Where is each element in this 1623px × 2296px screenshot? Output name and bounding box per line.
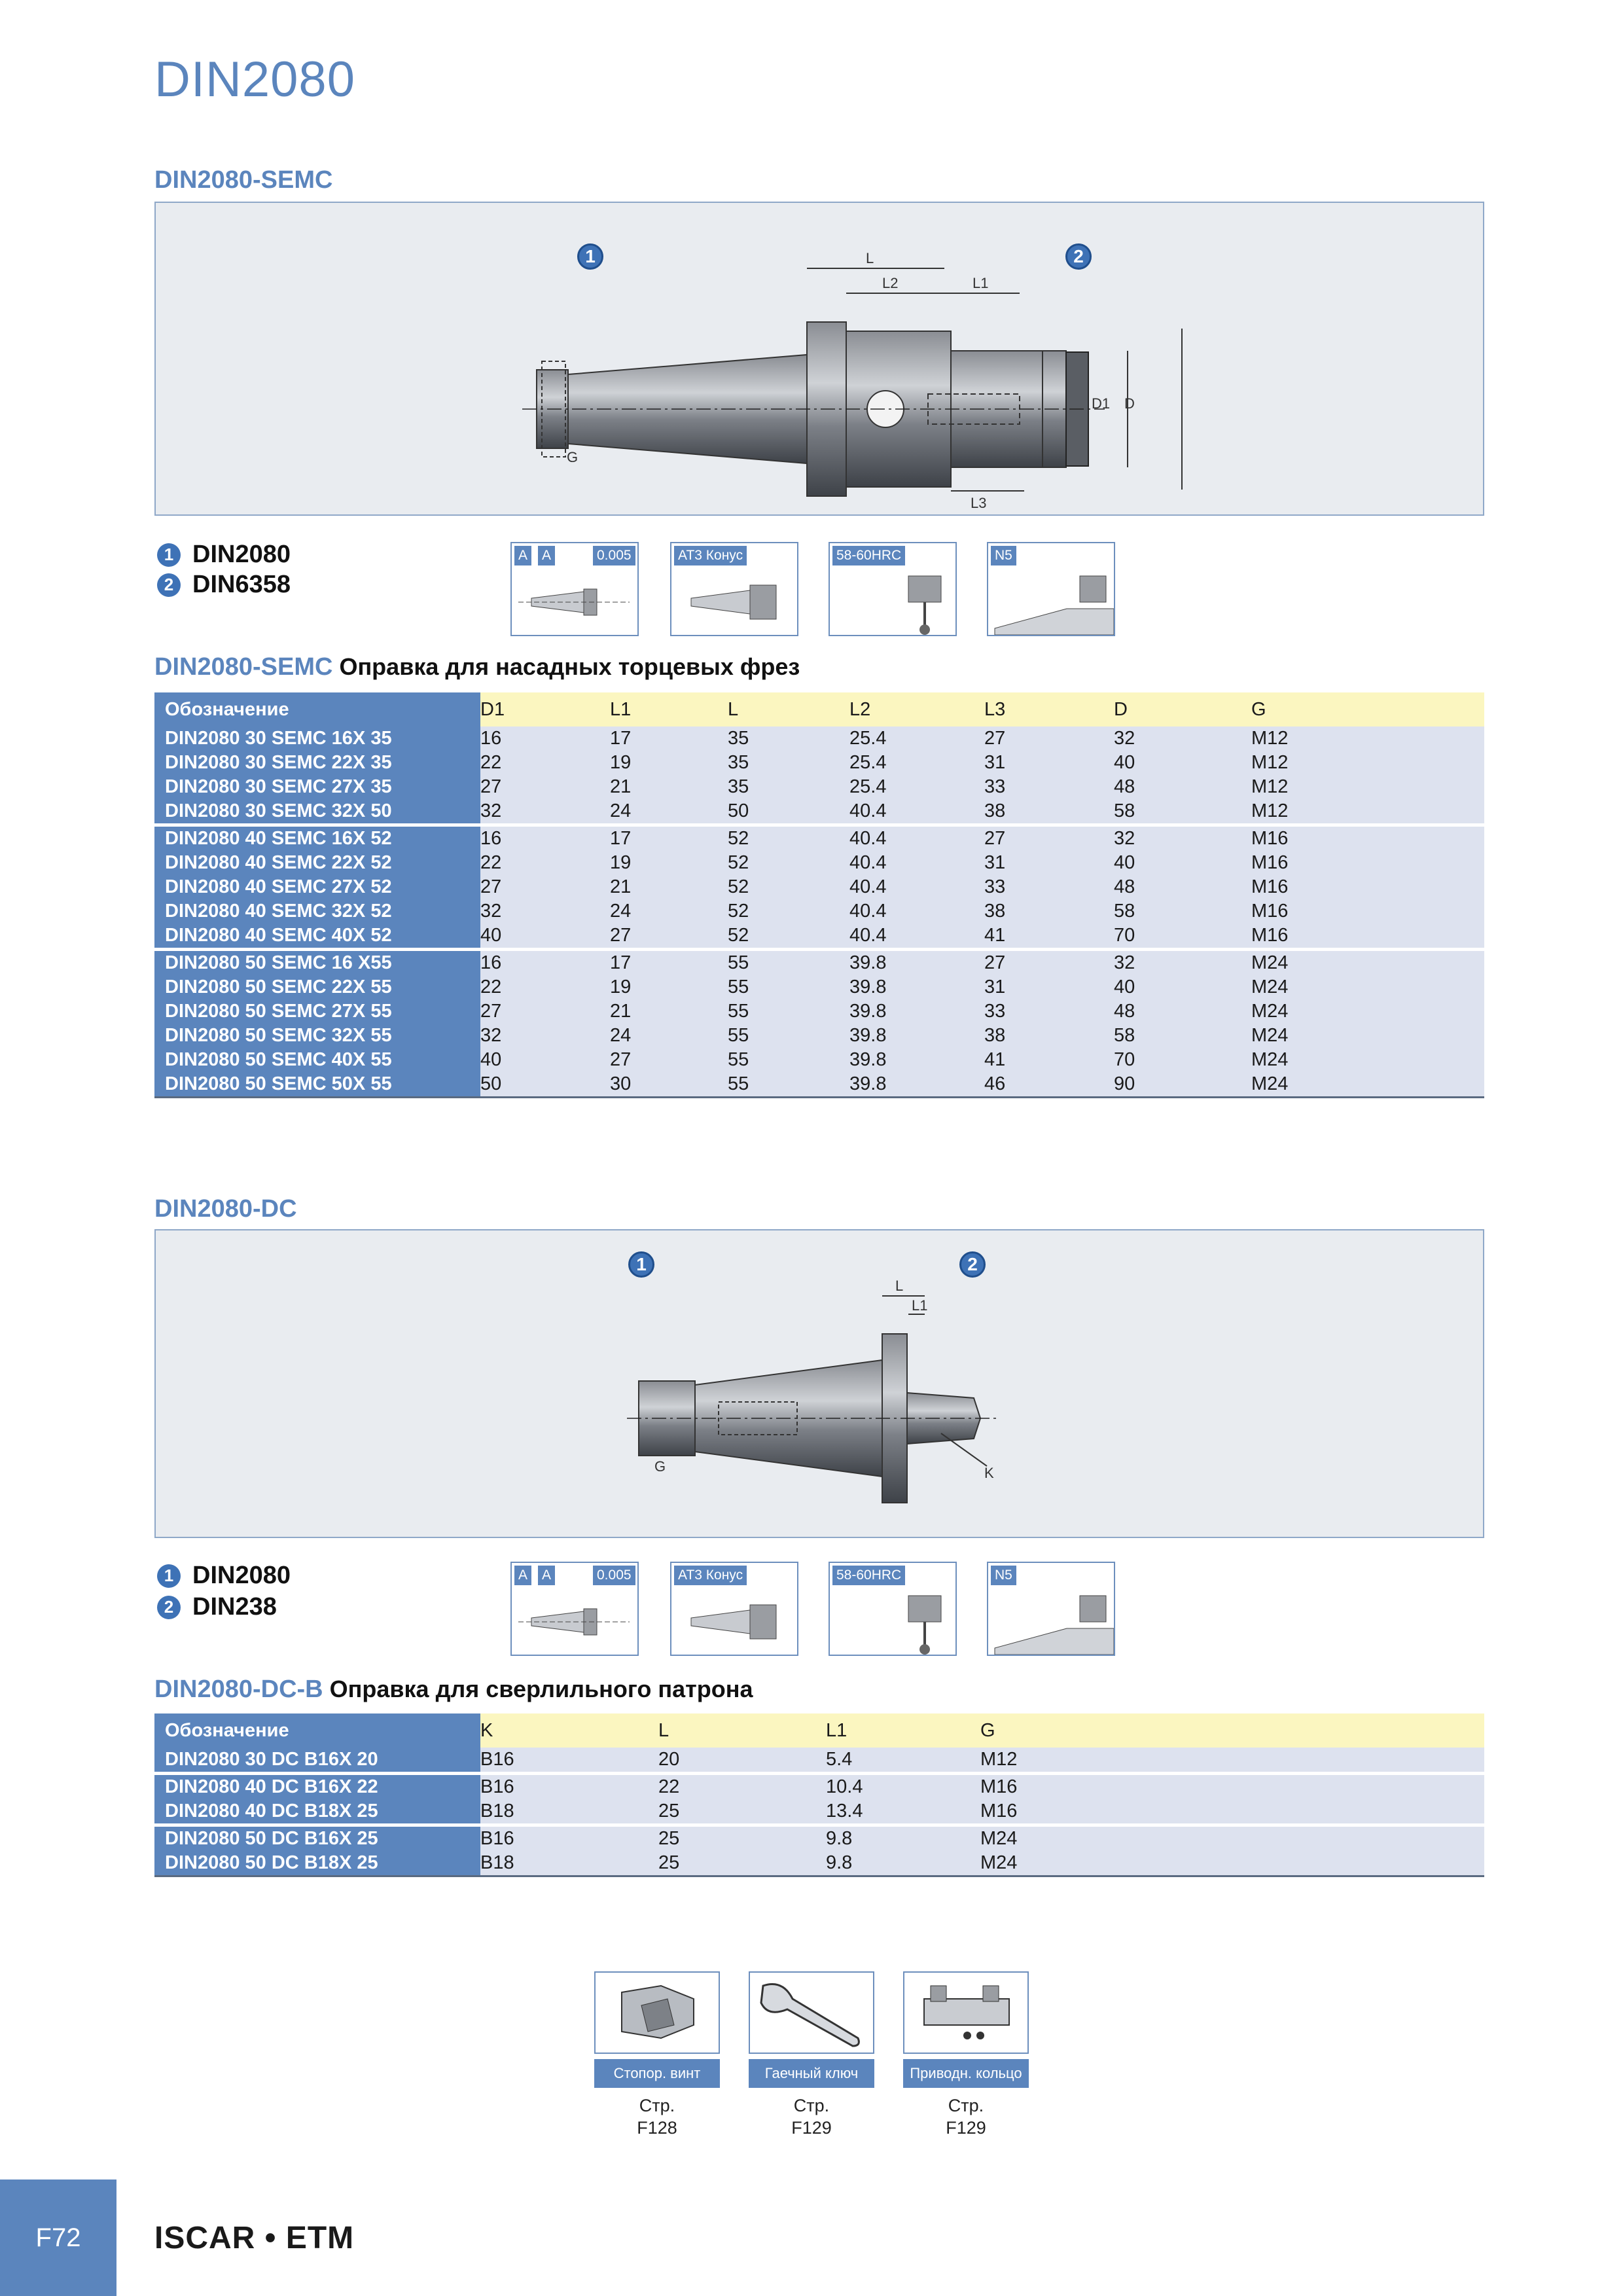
value-cell: 40.4 [849, 875, 984, 899]
value-cell: 22 [480, 751, 610, 775]
table-row [154, 1799, 1484, 1825]
value-cell: 25.4 [849, 751, 984, 775]
value-cell: 32 [480, 799, 610, 825]
value-cell: 40 [480, 1048, 610, 1072]
value-cell: M24 [1251, 950, 1484, 976]
value-cell: 19 [610, 851, 728, 875]
column-header: L3 [984, 692, 1114, 726]
dim-d: D [1124, 395, 1135, 412]
designation-cell: DIN2080 30 DC B16X 20 [154, 1748, 480, 1774]
value-cell: 55 [728, 999, 849, 1024]
value-cell: 32 [1114, 825, 1251, 852]
dc-dim-k: K [984, 1465, 994, 1481]
table-row [154, 924, 1484, 950]
value-cell: 39.8 [849, 999, 984, 1024]
value-cell: 21 [610, 775, 728, 799]
value-cell: 24 [610, 899, 728, 924]
value-cell: M16 [1251, 875, 1484, 899]
value-cell: M16 [980, 1774, 1484, 1800]
value-cell: 50 [728, 799, 849, 825]
value-cell: 32 [1114, 950, 1251, 976]
drawing-dc [154, 1229, 1484, 1538]
value-cell: 40 [1114, 851, 1251, 875]
value-cell: 21 [610, 999, 728, 1024]
value-cell: 40.4 [849, 825, 984, 852]
table-row [154, 799, 1484, 825]
table-row [154, 1825, 1484, 1852]
table-row [154, 875, 1484, 899]
page-number: F72 [0, 2179, 116, 2296]
value-cell: 40 [1114, 751, 1251, 775]
value-cell: 5.4 [826, 1748, 980, 1774]
value-cell: 31 [984, 975, 1114, 999]
dc-dim-l: L [895, 1278, 904, 1294]
value-cell: 40 [1114, 975, 1251, 999]
value-cell: 48 [1114, 999, 1251, 1024]
table-row [154, 851, 1484, 875]
value-cell: 27 [984, 726, 1114, 751]
table-row [154, 1774, 1484, 1800]
value-cell: M16 [1251, 825, 1484, 852]
column-header: G [1251, 692, 1484, 726]
column-header: K [480, 1713, 658, 1748]
column-header: G [980, 1713, 1484, 1748]
value-cell: 33 [984, 999, 1114, 1024]
value-cell: 52 [728, 899, 849, 924]
value-cell: M12 [980, 1748, 1484, 1774]
value-cell: M24 [1251, 975, 1484, 999]
designation-cell: DIN2080 40 SEMC 27X 52 [154, 875, 480, 899]
designation-cell: DIN2080 40 SEMC 16X 52 [154, 825, 480, 852]
value-cell: 32 [480, 899, 610, 924]
table-row [154, 751, 1484, 775]
value-cell: 21 [610, 875, 728, 899]
dim-d1: D1 [1092, 395, 1111, 412]
value-cell: 52 [728, 924, 849, 950]
table-row [154, 1851, 1484, 1876]
table-row [154, 726, 1484, 751]
drawing-semc [154, 202, 1484, 516]
designation-cell: DIN2080 40 SEMC 40X 52 [154, 924, 480, 950]
value-cell: 22 [480, 975, 610, 999]
value-cell: 52 [728, 851, 849, 875]
value-cell: 58 [1114, 799, 1251, 825]
marker-1-dc: 1 [628, 1251, 654, 1278]
table-subtitle-semc: DIN2080-SEMC Оправка для насадных торцевых фрез [154, 653, 800, 681]
wrench-icon [749, 1971, 874, 2054]
section-title-semc: DIN2080-SEMC [154, 166, 333, 194]
legend-item-2-dc: 2 DIN238 [157, 1593, 277, 1621]
value-cell: 70 [1114, 1048, 1251, 1072]
table-row [154, 1072, 1484, 1098]
column-header: L [658, 1713, 826, 1748]
value-cell: B18 [480, 1851, 658, 1876]
dc-holder-diagram [156, 1230, 1483, 1537]
dim-l1: L1 [972, 275, 989, 291]
value-cell: B16 [480, 1748, 658, 1774]
value-cell: 39.8 [849, 1072, 984, 1098]
dc-dim-g: G [654, 1458, 666, 1475]
value-cell: 27 [480, 775, 610, 799]
designation-cell: DIN2080 30 SEMC 16X 35 [154, 726, 480, 751]
column-header: D1 [480, 692, 610, 726]
semc-spec-table [154, 692, 1484, 1098]
dc-dim-l1: L1 [912, 1297, 928, 1314]
value-cell: 9.8 [826, 1851, 980, 1876]
value-cell: 40 [480, 924, 610, 950]
table-row [154, 1748, 1484, 1774]
value-cell: 41 [984, 924, 1114, 950]
value-cell: 40.4 [849, 899, 984, 924]
value-cell: 31 [984, 751, 1114, 775]
value-cell: 19 [610, 751, 728, 775]
dim-l2: L2 [882, 275, 899, 291]
value-cell: 55 [728, 1048, 849, 1072]
value-cell: 13.4 [826, 1799, 980, 1825]
value-cell: M16 [1251, 924, 1484, 950]
value-cell: 22 [658, 1774, 826, 1800]
designation-cell: DIN2080 30 SEMC 32X 50 [154, 799, 480, 825]
value-cell: B16 [480, 1774, 658, 1800]
value-cell: 35 [728, 751, 849, 775]
drive-ring-icon [903, 1971, 1029, 2054]
table-row [154, 975, 1484, 999]
value-cell: 48 [1114, 775, 1251, 799]
page-title: DIN2080 [154, 52, 355, 107]
designation-cell: DIN2080 50 SEMC 50X 55 [154, 1072, 480, 1098]
marker-2: 2 [1065, 243, 1092, 270]
value-cell: 55 [728, 1024, 849, 1048]
legend-item-1-dc: 1 DIN2080 [157, 1562, 291, 1590]
accessory-stop-screw[interactable]: Стопор. винт Стр. F128 [594, 1971, 720, 2139]
value-cell: 16 [480, 825, 610, 852]
table-row [154, 825, 1484, 852]
value-cell: 22 [480, 851, 610, 875]
column-header: L2 [849, 692, 984, 726]
value-cell: M24 [980, 1825, 1484, 1852]
value-cell: 55 [728, 1072, 849, 1098]
value-cell: 25 [658, 1799, 826, 1825]
accessory-wrench[interactable]: Гаечный ключ Стр. F129 [749, 1971, 874, 2139]
value-cell: 58 [1114, 899, 1251, 924]
value-cell: 25.4 [849, 726, 984, 751]
value-cell: M12 [1251, 775, 1484, 799]
dim-l: L [866, 250, 874, 266]
table-row [154, 999, 1484, 1024]
value-cell: M24 [1251, 1048, 1484, 1072]
dim-g: G [567, 449, 579, 465]
designation-cell: DIN2080 50 SEMC 27X 55 [154, 999, 480, 1024]
designation-cell: DIN2080 40 SEMC 22X 52 [154, 851, 480, 875]
value-cell: 24 [610, 799, 728, 825]
column-header: D [1114, 692, 1251, 726]
value-cell: 32 [1114, 726, 1251, 751]
value-cell: 52 [728, 875, 849, 899]
table-row [154, 775, 1484, 799]
value-cell: 27 [984, 825, 1114, 852]
value-cell: 25.4 [849, 775, 984, 799]
value-cell: 55 [728, 975, 849, 999]
value-cell: 40.4 [849, 851, 984, 875]
table-row [154, 950, 1484, 976]
value-cell: 39.8 [849, 950, 984, 976]
value-cell: B18 [480, 1799, 658, 1825]
value-cell: 55 [728, 950, 849, 976]
surface-finish-icon: N5 [987, 542, 1115, 636]
value-cell: 25 [658, 1851, 826, 1876]
value-cell: 38 [984, 899, 1114, 924]
section-title-dc: DIN2080-DC [154, 1195, 297, 1223]
value-cell: M24 [1251, 999, 1484, 1024]
value-cell: 33 [984, 875, 1114, 899]
marker-2-dc: 2 [959, 1251, 986, 1278]
value-cell: 16 [480, 950, 610, 976]
designation-cell: DIN2080 50 SEMC 22X 55 [154, 975, 480, 999]
value-cell: M24 [1251, 1024, 1484, 1048]
legend-item-1: 1 DIN2080 [157, 541, 291, 569]
runout-icon-dc: A A 0.005 [510, 1562, 639, 1656]
value-cell: 35 [728, 726, 849, 751]
value-cell: M24 [980, 1851, 1484, 1876]
value-cell: 9.8 [826, 1825, 980, 1852]
value-cell: M12 [1251, 726, 1484, 751]
value-cell: 10.4 [826, 1774, 980, 1800]
designation-cell: DIN2080 40 DC B18X 25 [154, 1799, 480, 1825]
value-cell: 39.8 [849, 975, 984, 999]
column-header: L [728, 692, 849, 726]
value-cell: 58 [1114, 1024, 1251, 1048]
value-cell: 52 [728, 825, 849, 852]
value-cell: M12 [1251, 799, 1484, 825]
value-cell: M16 [980, 1799, 1484, 1825]
designation-cell: DIN2080 40 SEMC 32X 52 [154, 899, 480, 924]
value-cell: 70 [1114, 924, 1251, 950]
designation-cell: DIN2080 50 SEMC 40X 55 [154, 1048, 480, 1072]
value-cell: 27 [480, 875, 610, 899]
table-subtitle-dc: DIN2080-DC-B Оправка для сверлильного патрона [154, 1676, 753, 1703]
value-cell: 31 [984, 851, 1114, 875]
runout-icon: A A 0.005 [510, 542, 639, 636]
value-cell: 27 [610, 1048, 728, 1072]
value-cell: 17 [610, 950, 728, 976]
value-cell: 17 [610, 825, 728, 852]
dc-spec-table [154, 1713, 1484, 1877]
designation-cell: DIN2080 40 DC B16X 22 [154, 1774, 480, 1800]
value-cell: 25 [658, 1825, 826, 1852]
column-header: L1 [826, 1713, 980, 1748]
value-cell: 48 [1114, 875, 1251, 899]
value-cell: 38 [984, 799, 1114, 825]
value-cell: 90 [1114, 1072, 1251, 1098]
value-cell: 41 [984, 1048, 1114, 1072]
value-cell: 17 [610, 726, 728, 751]
value-cell: 33 [984, 775, 1114, 799]
value-cell: M24 [1251, 1072, 1484, 1098]
value-cell: 40.4 [849, 799, 984, 825]
value-cell: 39.8 [849, 1024, 984, 1048]
taper-icon-dc: AT3 Конус [670, 1562, 798, 1656]
value-cell: 32 [480, 1024, 610, 1048]
designation-cell: DIN2080 50 SEMC 16 X55 [154, 950, 480, 976]
semc-holder-diagram [156, 203, 1483, 514]
accessory-drive-ring[interactable]: Приводн. кольцо Стр. F129 [903, 1971, 1029, 2139]
designation-cell: DIN2080 50 DC B16X 25 [154, 1825, 480, 1852]
value-cell: 27 [610, 924, 728, 950]
value-cell: 24 [610, 1024, 728, 1048]
table-row [154, 1024, 1484, 1048]
brand-footer: ISCAR • ETM [154, 2221, 355, 2255]
table-row [154, 899, 1484, 924]
marker-1: 1 [577, 243, 603, 270]
designation-cell: DIN2080 50 DC B18X 25 [154, 1851, 480, 1876]
value-cell: 35 [728, 775, 849, 799]
value-cell: M16 [1251, 851, 1484, 875]
column-header: L1 [610, 692, 728, 726]
surface-finish-icon-dc: N5 [987, 1562, 1115, 1656]
value-cell: 40.4 [849, 924, 984, 950]
designation-cell: DIN2080 50 SEMC 32X 55 [154, 1024, 480, 1048]
value-cell: 46 [984, 1072, 1114, 1098]
dim-l3: L3 [971, 495, 987, 511]
taper-icon: AT3 Конус [670, 542, 798, 636]
hardness-icon: 58-60HRC [829, 542, 957, 636]
table-row [154, 1048, 1484, 1072]
value-cell: 38 [984, 1024, 1114, 1048]
value-cell: 50 [480, 1072, 610, 1098]
column-header: Обозначение [154, 1713, 480, 1748]
value-cell: 19 [610, 975, 728, 999]
value-cell: 27 [984, 950, 1114, 976]
value-cell: 16 [480, 726, 610, 751]
hardness-icon-dc: 58-60HRC [829, 1562, 957, 1656]
legend-item-2: 2 DIN6358 [157, 571, 291, 599]
value-cell: 20 [658, 1748, 826, 1774]
value-cell: 30 [610, 1072, 728, 1098]
value-cell: 27 [480, 999, 610, 1024]
designation-cell: DIN2080 30 SEMC 22X 35 [154, 751, 480, 775]
value-cell: B16 [480, 1825, 658, 1852]
value-cell: M16 [1251, 899, 1484, 924]
stop-screw-icon [594, 1971, 720, 2054]
designation-cell: DIN2080 30 SEMC 27X 35 [154, 775, 480, 799]
column-header: Обозначение [154, 692, 480, 726]
value-cell: 39.8 [849, 1048, 984, 1072]
value-cell: M12 [1251, 751, 1484, 775]
